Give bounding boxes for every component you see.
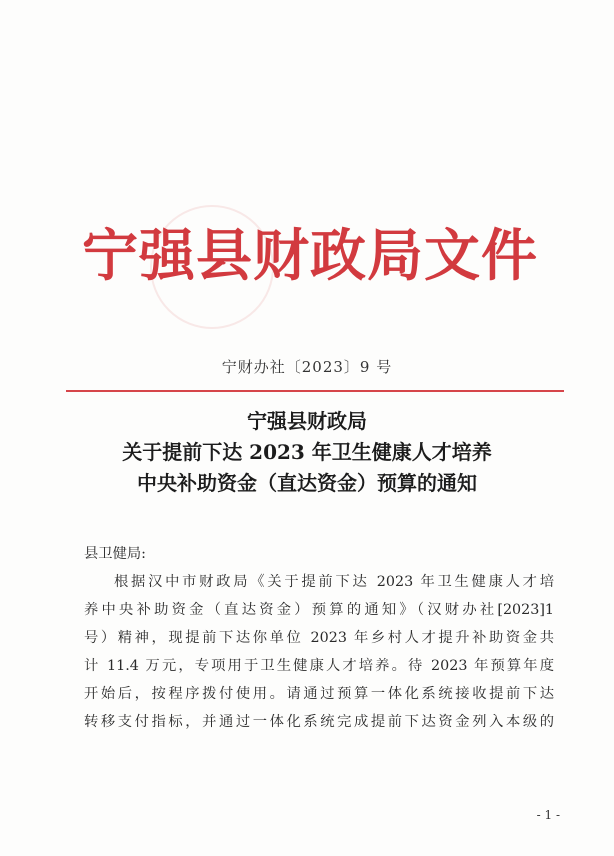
paragraph-line: 养中央补助资金（直达资金）预算的通知》（汉财办社[2023]1 [84, 602, 554, 618]
document-number: 宁财办社〔2023〕9 号 [221, 358, 393, 376]
notice-title [0, 406, 614, 499]
title-line-3: 中央补助资金（直达资金）预算的通知 [137, 471, 477, 495]
paragraph-line: 开始后，按程序拨付使用。请通过预算一体化系统接收提前下达 [84, 686, 554, 702]
notice-body [84, 540, 554, 736]
red-divider-line [66, 390, 564, 392]
paragraph-line: 转移支付指标，并通过一体化系统完成提前下达资金列入本级的 [84, 714, 554, 730]
page-number: - 1 - [536, 808, 560, 822]
paragraph-line: 计 11.4 万元，专项用于卫生健康人才培养。待 2023 年预算年度 [84, 658, 554, 674]
paragraph-line: 根据汉中市财政局《关于提前下达 2023 年卫生健康人才培 [114, 574, 554, 590]
agency-header-title: 宁强县财政局文件 [82, 223, 538, 289]
title-line-1: 宁强县财政局 [247, 409, 367, 433]
addressee: 县卫健局: [84, 546, 147, 562]
title-line-2: 关于提前下达 2023 年卫生健康人才培养 [122, 440, 492, 464]
body-paragraph [84, 568, 554, 736]
paragraph-line: 号）精神，现提前下达你单位 2023 年乡村人才提升补助资金共 [84, 630, 554, 646]
